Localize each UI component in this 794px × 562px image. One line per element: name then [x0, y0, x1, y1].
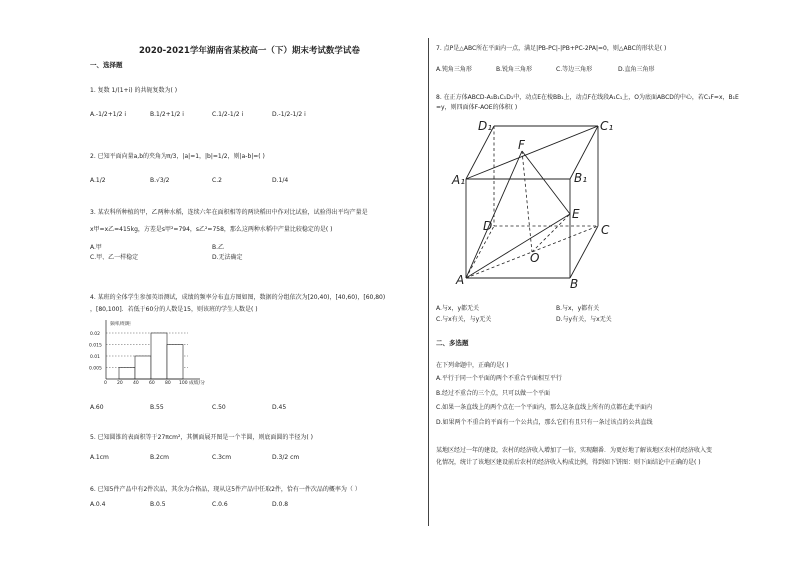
- section-multi-choice-heading: 二、多选题: [436, 339, 469, 347]
- label-e: E: [572, 207, 580, 221]
- question-9-option-b: B.经过不重合的三个点，只可以做一个平面: [436, 390, 551, 397]
- question-4-stem-line2: ，[80,100]．若低于60分的人数是15，则该班的学生人数是( ): [90, 306, 258, 313]
- histogram-xtick-4: 80: [165, 381, 171, 386]
- histogram-bar-2: [151, 333, 167, 379]
- histogram-xtick-1: 20: [117, 381, 123, 386]
- question-1-stem: 1. 复数 1/(1+i) 的共轭复数为( ): [90, 87, 178, 94]
- question-8-option-b: B.与x，y都有关: [556, 305, 600, 312]
- question-3-stem-line1: 3. 某农科所种植的甲，乙两种水稻，连续六年在面积相等的两块稻田中作对比试验，试验得出平均产量是: [90, 209, 368, 216]
- question-6-stem: 6. 已知5件产品中有2件次品，其余为合格品，现从这5件产品中任取2件，恰有一件次品的概率为（ ）: [90, 486, 361, 493]
- segment-fe: [522, 151, 570, 214]
- cube-edge-ad-hidden: [466, 226, 494, 278]
- question-3-option-d: D.无法确定: [212, 254, 243, 261]
- question-7-option-b: B.锐角三角形: [496, 66, 533, 73]
- question-9-option-a: A.平行于同一个平面的两个不重合平面相互平行: [436, 375, 562, 382]
- histogram-ytick-2: 0.01: [90, 355, 101, 360]
- question-2-option-b: B.√3/2: [150, 177, 170, 184]
- question-3-option-a: A.甲: [90, 244, 102, 251]
- question-5-option-c: C.3cm: [212, 454, 232, 461]
- question-3-option-b: B.乙: [212, 244, 225, 251]
- question-4-stem-line1: 4. 某班的全体学生参加英语测试，成绩的频率分布直方图如图，数据的分组依次为[20,40)，[40,60)，[60,80): [90, 294, 386, 301]
- segment-oe-hidden: [532, 214, 570, 252]
- question-5-option-b: B.2cm: [150, 454, 169, 461]
- label-c: C: [601, 223, 610, 237]
- question-5-stem: 5. 已知圆锥的表面积等于27πcm²，其侧面展开图是一个半圆，则底面圆的半径为( ): [90, 434, 314, 441]
- question-6-option-b: B.0.5: [150, 501, 166, 508]
- histogram-xtick-3: 60: [149, 381, 155, 386]
- frequency-histogram: [88, 316, 218, 388]
- column-divider: [428, 38, 429, 526]
- question-1-option-a: A.-1/2+1/2 i: [90, 111, 126, 118]
- histogram-xlabel: 成绩/分: [189, 381, 206, 386]
- question-9-option-c: C.如果一条直线上的两个点在一个平面内，那么这条直线上所有的点都在此平面内: [436, 404, 653, 411]
- histogram-xtick-2: 40: [133, 381, 139, 386]
- label-a: A: [456, 273, 465, 287]
- label-f: F: [518, 138, 525, 152]
- label-b: B: [570, 277, 579, 291]
- question-7-option-d: D.直角三角形: [618, 66, 655, 73]
- question-2-option-c: C.2: [212, 177, 222, 184]
- question-4-option-a: A.60: [90, 404, 104, 411]
- question-1-option-d: D.-1/2-1/2 i: [272, 111, 306, 118]
- question-4-option-b: B.55: [150, 404, 164, 411]
- cube-figure: [450, 116, 620, 292]
- cube-edge-a1d1: [466, 126, 494, 179]
- segment-ae: [466, 214, 570, 278]
- question-6-option-c: C.0.6: [212, 501, 228, 508]
- histogram-ylabel: 频率/组距: [110, 322, 131, 327]
- question-1-option-b: B.1/2+1/2 i: [150, 111, 184, 118]
- histogram-bar-0: [119, 368, 135, 380]
- segment-fo-hidden: [522, 151, 532, 252]
- histogram-xtick-0: 0: [104, 381, 107, 386]
- question-8-option-c: C.与x有关，与y无关: [436, 316, 492, 323]
- question-9-stem: 在下列命题中，正确的是( ): [436, 362, 509, 369]
- label-d: D: [483, 219, 493, 233]
- question-3-stem-line2: x甲=x乙=415kg，方差是s甲²=794，s乙²=758，那么这两种水稻中产量比较稳定的是( ): [90, 226, 333, 233]
- question-2-stem: 2. 已知平面向量a,b的夹角为π/3，|a|=1，|b|=1/2，则|a-b|=( ): [90, 153, 265, 160]
- label-a1: A₁: [452, 173, 466, 187]
- question-2-option-a: A.1/2: [90, 177, 106, 184]
- question-5-option-d: D.3/2 cm: [272, 454, 300, 461]
- label-d1: D₁: [478, 119, 493, 133]
- histogram-bar-3: [167, 345, 183, 380]
- label-c1: C₁: [600, 119, 614, 133]
- histogram-xtick-5: 100: [179, 381, 188, 386]
- question-8-stem-line1: 8. 在正方体ABCD-A₁B₁C₁D₁中，动点E在棱BB₁上，动点F在线段A₁C₁上，O为底面ABCD的中心，若C₁F=x，B₁E: [436, 94, 739, 101]
- section-choice-heading: 一、选择题: [90, 61, 123, 69]
- histogram-bar-1: [135, 356, 151, 379]
- question-4-option-c: C.50: [212, 404, 226, 411]
- question-6-option-d: D.0.8: [272, 501, 289, 508]
- question-7-option-a: A.钝角三角形: [436, 66, 472, 73]
- histogram-ytick-1: 0.015: [89, 343, 102, 349]
- histogram-ytick-0: 0.02: [90, 332, 101, 337]
- label-b1: B₁: [574, 171, 588, 185]
- question-3-option-c: C.甲、乙一样稳定: [90, 254, 139, 261]
- question-8-stem-line2: =y，则四面体F-AOE的体积( ): [436, 104, 518, 111]
- question-9-option-d: D.如果两个不重合的平面有一个公共点，那么它们有且只有一条过该点的公共直线: [436, 419, 653, 426]
- question-5-option-a: A.1cm: [90, 454, 109, 461]
- question-1-option-c: C.1/2-1/2 i: [212, 111, 244, 118]
- question-10-stem-line2: 化情况，统计了该地区建设前后农村的经济收入构成比例，得到如下饼图：则下面结论中正确的是( ): [436, 459, 701, 466]
- question-2-option-d: D.1/4: [272, 177, 289, 184]
- exam-title: 2020-2021学年湖南省某校高一（下）期末考试数学试卷: [139, 46, 360, 56]
- histogram-ytick-3: 0.005: [89, 366, 102, 372]
- label-o: O: [530, 251, 540, 265]
- question-8-option-a: A.与x，y都无关: [436, 305, 480, 312]
- cube-edge-bc: [570, 226, 598, 278]
- question-10-stem-line1: 某地区经过一年的建设，农村的经济收入增加了一倍，实现翻番．为更好地了解该地区农村的经济收入变: [436, 447, 713, 454]
- question-4-option-d: D.45: [272, 404, 287, 411]
- question-7-stem: 7. 点P是△ABC所在平面内一点，满足|PB-PC|-|PB+PC-2PA|=0，则△ABC的形状是( ): [436, 45, 667, 52]
- question-7-option-c: C.等边三角形: [556, 66, 593, 73]
- question-6-option-a: A.0.4: [90, 501, 106, 508]
- question-8-option-d: D.与y有关，与x无关: [556, 316, 612, 323]
